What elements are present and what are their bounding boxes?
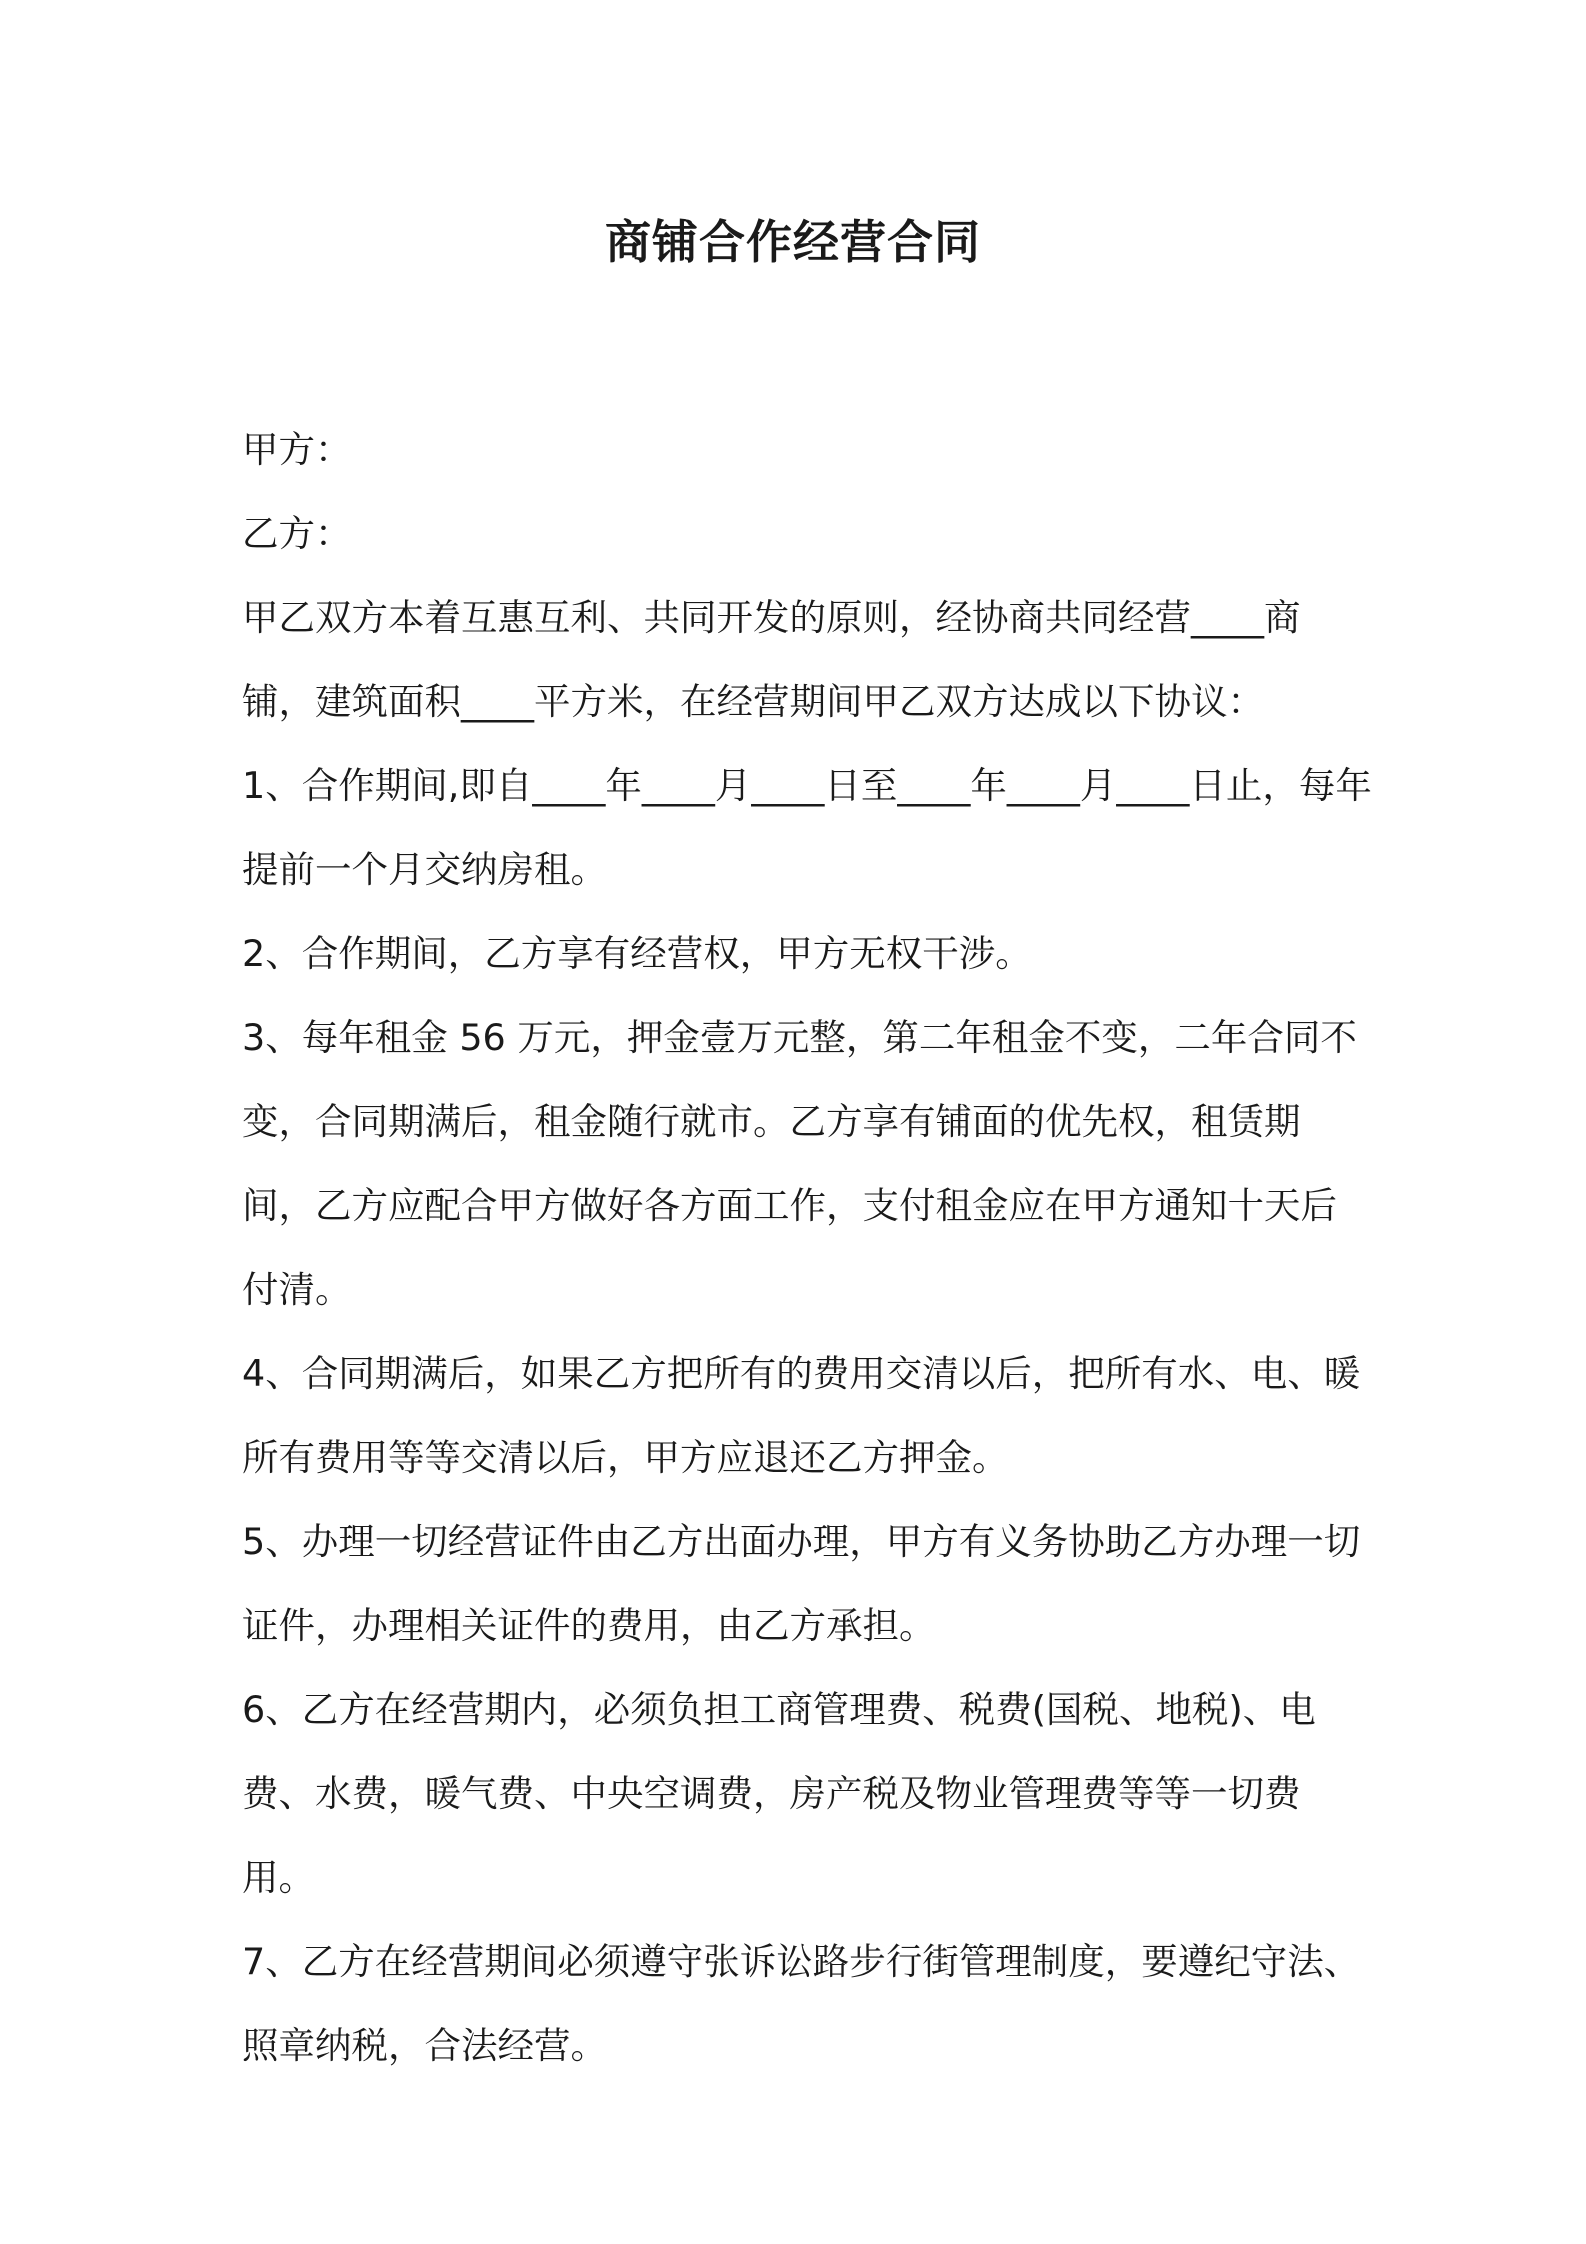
clause-6-paragraph: 6、乙方在经营期内，必须负担工商管理费、税费(国税、地税)、电费、水费，暖气费、中央空调费，房产税及物业管理费等等一切费用。 [242, 1688, 1316, 1899]
clause-4-paragraph: 4、合同期满后，如果乙方把所有的费用交清以后，把所有水、电、暖所有费用等等交清以后，甲方应退还乙方押金。 [242, 1352, 1361, 1479]
document-title: 商铺合作经营合同 [605, 215, 981, 269]
clause-1-paragraph: 1、合作期间,即自____年____月____日至____年____月____日止，每年提前一个月交纳房租。 [242, 764, 1372, 891]
clause-2-paragraph: 2、合作期间，乙方享有经营权，甲方无权干涉。 [242, 932, 1032, 975]
clause-5-paragraph: 5、办理一切经营证件由乙方出面办理，甲方有义务协助乙方办理一切证件，办理相关证件的费用，由乙方承担。 [242, 1520, 1361, 1647]
clause-3-paragraph: 3、每年租金 56 万元，押金壹万元整，第二年租金不变，二年合同不变，合同期满后，租金随行就市。乙方享有铺面的优先权，租赁期间，乙方应配合甲方做好各方面工作，支付租金应在甲方通知十天后付清。 [242, 1016, 1357, 1311]
party-b-line: 乙方： [242, 512, 352, 555]
document-body [242, 408, 1372, 2088]
preamble-paragraph: 甲乙双方本着互惠互利、共同开发的原则，经协商共同经营____商铺，建筑面积____平方米，在经营期间甲乙双方达成以下协议： [242, 596, 1301, 723]
clause-7-paragraph: 7、乙方在经营期间必须遵守张诉讼路步行街管理制度，要遵纪守法、照章纳税，合法经营。 [242, 1940, 1361, 2067]
party-a-line: 甲方： [242, 428, 352, 471]
